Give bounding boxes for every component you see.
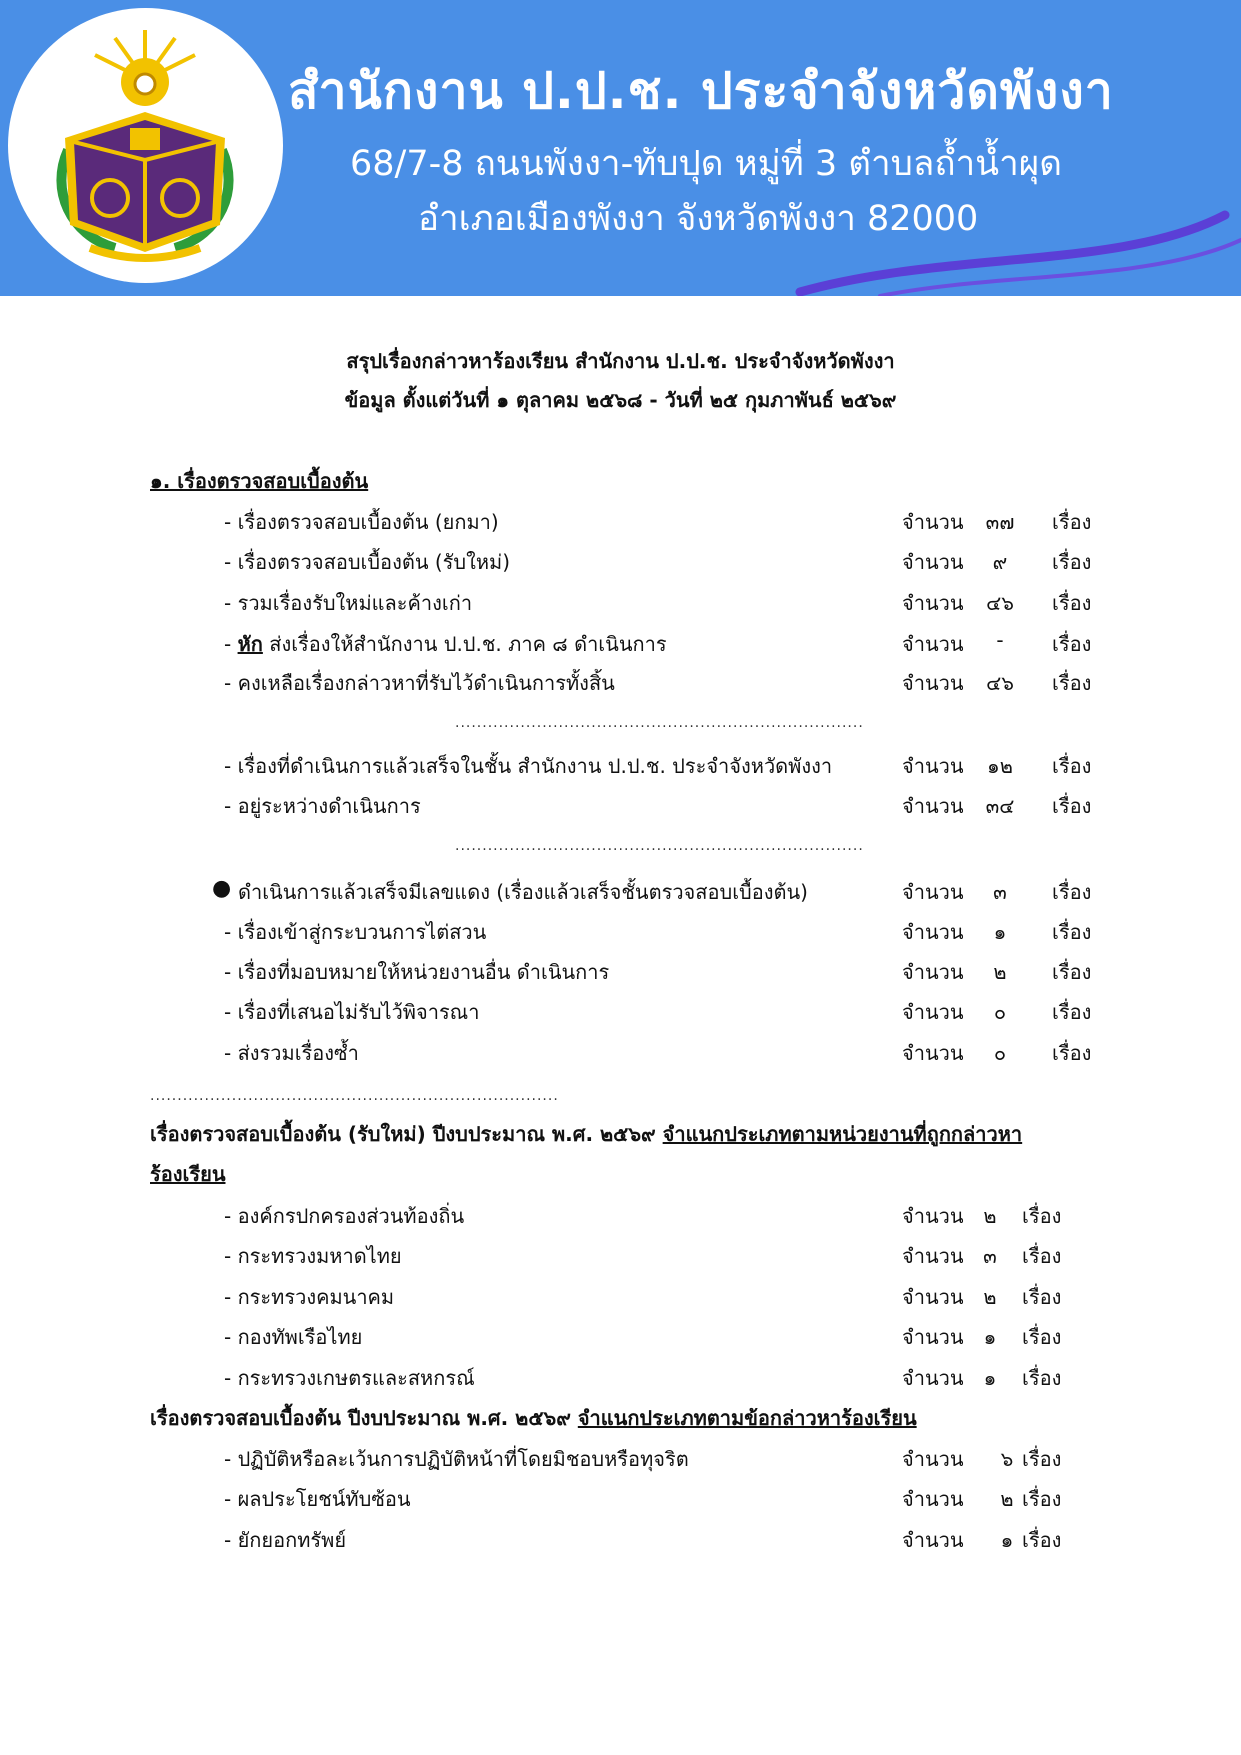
item-count: ๒	[983, 1285, 997, 1309]
item-label: - เรื่องเข้าสู่กระบวนการไต่สวน	[224, 920, 487, 944]
item-count: -	[996, 628, 1004, 652]
item-count: ๑	[1000, 1528, 1014, 1552]
section-3-heading-underlined: จำแนกประเภทตามข้อกล่าวหาร้องเรียน	[577, 1406, 917, 1430]
item-count: ๐	[993, 1041, 1007, 1065]
list-item	[224, 1483, 1084, 1513]
item-count: ๔๖	[986, 671, 1014, 695]
amount-label: จำนวน	[902, 1528, 964, 1552]
amount-label: จำนวน	[902, 880, 964, 904]
item-unit: เรื่อง	[1022, 1528, 1062, 1552]
list-item	[224, 1443, 1084, 1473]
item-label: - คงเหลือเรื่องกล่าวหาที่รับไว้ดำเนินการทั้งสิ้น	[224, 671, 615, 695]
item-unit: เรื่อง	[1052, 1000, 1092, 1024]
list-item	[224, 587, 1092, 617]
item-unit: เรื่อง	[1052, 591, 1092, 615]
item-unit: เรื่อง	[1022, 1244, 1062, 1268]
item-unit: เรื่อง	[1052, 510, 1092, 534]
amount-label: จำนวน	[902, 550, 964, 574]
section-3-heading-text: เรื่องตรวจสอบเบื้องต้น ปีงบประมาณ พ.ศ. ๒๕๖๙	[150, 1406, 578, 1430]
item-count: ๔๖	[986, 591, 1014, 615]
amount-label: จำนวน	[902, 591, 964, 615]
item-count: ๓๗	[985, 510, 1015, 534]
item-count: ๑	[993, 920, 1007, 944]
item-label: - ยักยอกทรัพย์	[224, 1528, 347, 1552]
deduct-keyword: หัก	[237, 632, 263, 656]
item-count: ๐	[993, 1000, 1007, 1024]
bullet-icon: ●	[212, 876, 232, 901]
section-2-heading-text: เรื่องตรวจสอบเบื้องต้น (รับใหม่) ปีงบประมาณ พ.ศ. ๒๕๖๙	[150, 1122, 663, 1146]
item-unit: เรื่อง	[1052, 671, 1092, 695]
dotted-separator: ...........................................................................	[150, 1088, 559, 1104]
item-label: - เรื่องตรวจสอบเบื้องต้น (ยกมา)	[224, 510, 499, 534]
amount-label: จำนวน	[902, 671, 964, 695]
item-unit: เรื่อง	[1052, 920, 1092, 944]
list-item	[224, 1362, 1084, 1392]
amount-label: จำนวน	[902, 920, 964, 944]
list-item	[224, 750, 1092, 780]
list-item	[224, 1200, 1084, 1230]
item-count: ๓	[993, 880, 1007, 904]
item-unit: เรื่อง	[1022, 1366, 1062, 1390]
item-unit: เรื่อง	[1052, 632, 1092, 656]
item-count: ๒	[993, 960, 1007, 984]
section-2-heading	[150, 1118, 1022, 1150]
item-label: - ปฏิบัติหรือละเว้นการปฏิบัติหน้าที่โดยมิชอบหรือทุจริต	[224, 1447, 689, 1471]
item-label: - รวมเรื่องรับใหม่และค้างเก่า	[224, 591, 473, 615]
header-banner	[0, 0, 1241, 296]
item-label: - กระทรวงเกษตรและสหกรณ์	[224, 1366, 475, 1390]
list-item	[224, 506, 1092, 536]
item-label: - เรื่องที่เสนอไม่รับไว้พิจารณา	[224, 1000, 480, 1024]
list-item	[224, 1321, 1084, 1351]
item-count: ๒	[983, 1204, 997, 1228]
item-label-text: ส่งเรื่องให้สำนักงาน ป.ป.ช. ภาค ๘ ดำเนินการ	[262, 632, 667, 656]
amount-label: จำนวน	[902, 1366, 964, 1390]
section-3-heading	[150, 1402, 917, 1434]
list-item	[224, 546, 1092, 576]
item-unit: เรื่อง	[1052, 550, 1092, 574]
document-subtitle: ข้อมูล ตั้งแต่วันที่ ๑ ตุลาคม ๒๕๖๘ - วันที่ ๒๕ กุมภาพันธ์ ๒๕๖๙	[344, 388, 897, 412]
item-unit: เรื่อง	[1022, 1447, 1062, 1471]
address-line-2: อำเภอเมืองพังงา จังหวัดพังงา 82000	[418, 199, 979, 239]
document-title: สรุปเรื่องกล่าวหาร้องเรียน สำนักงาน ป.ป.ช. ประจำจังหวัดพังงา	[346, 349, 895, 373]
amount-label: จำนวน	[902, 510, 964, 534]
item-unit: เรื่อง	[1022, 1325, 1062, 1349]
list-item	[224, 996, 1092, 1026]
amount-label: จำนวน	[902, 794, 964, 818]
item-label: - กระทรวงคมนาคม	[224, 1285, 395, 1309]
item-unit: เรื่อง	[1022, 1285, 1062, 1309]
list-item	[224, 956, 1092, 986]
item-count: ๖	[1000, 1447, 1014, 1471]
item-label: - กองทัพเรือไทย	[224, 1325, 363, 1349]
amount-label: จำนวน	[902, 1285, 964, 1309]
item-unit: เรื่อง	[1052, 1041, 1092, 1065]
section-2-heading-cont: ร้องเรียน	[150, 1162, 226, 1186]
list-item	[224, 790, 1092, 820]
nacc-emblem-icon	[20, 20, 270, 270]
dotted-separator: ...........................................................................	[455, 838, 864, 854]
item-unit: เรื่อง	[1052, 794, 1092, 818]
amount-label: จำนวน	[902, 1447, 964, 1471]
amount-label: จำนวน	[902, 1487, 964, 1511]
list-item	[224, 667, 1092, 697]
item-label: ดำเนินการแล้วเสร็จมีเลขแดง (เรื่องแล้วเสร็จชั้นตรวจสอบเบื้องต้น)	[238, 880, 808, 904]
item-label: - ส่งรวมเรื่องซ้ำ	[224, 1041, 359, 1065]
amount-label: จำนวน	[902, 1204, 964, 1228]
item-unit: เรื่อง	[1022, 1204, 1062, 1228]
amount-label: จำนวน	[902, 1041, 964, 1065]
item-unit: เรื่อง	[1022, 1487, 1062, 1511]
section-1-heading: ๑. เรื่องตรวจสอบเบื้องต้น	[150, 469, 369, 493]
item-label	[224, 628, 667, 660]
item-label: - องค์กรปกครองส่วนท้องถิ่น	[224, 1204, 465, 1228]
list-item	[224, 1524, 1084, 1554]
amount-label: จำนวน	[902, 754, 964, 778]
item-count: ๓๔	[985, 794, 1015, 818]
item-count: ๑	[983, 1325, 997, 1349]
list-item	[224, 1240, 1084, 1270]
item-count: ๓	[983, 1244, 997, 1268]
item-label: - เรื่องที่ดำเนินการแล้วเสร็จในชั้น สำนักงาน ป.ป.ช. ประจำจังหวัดพังงา	[224, 754, 833, 778]
item-label: - กระทรวงมหาดไทย	[224, 1244, 402, 1268]
address-line-1: 68/7-8 ถนนพังงา-ทับปุด หมู่ที่ 3 ตำบลถ้ำน้ำผุด	[350, 144, 1062, 184]
amount-label: จำนวน	[902, 1000, 964, 1024]
section-2-heading-underlined: จำแนกประเภทตามหน่วยงานที่ถูกกล่าวหา	[662, 1122, 1023, 1146]
dotted-separator: ...........................................................................	[455, 715, 864, 731]
item-count: ๙	[992, 550, 1008, 574]
list-item	[224, 916, 1092, 946]
bullet-item	[212, 876, 1098, 906]
item-unit: เรื่อง	[1052, 960, 1092, 984]
item-count: ๒	[1000, 1487, 1014, 1511]
item-prefix: -	[224, 632, 238, 656]
item-unit: เรื่อง	[1052, 880, 1092, 904]
item-count: ๑๒	[987, 754, 1013, 778]
item-unit: เรื่อง	[1052, 754, 1092, 778]
item-label: - อยู่ระหว่างดำเนินการ	[224, 794, 421, 818]
amount-label: จำนวน	[902, 960, 964, 984]
org-name: สำนักงาน ป.ป.ช. ประจำจังหวัดพังงา	[288, 62, 1114, 120]
item-label: - เรื่องที่มอบหมายให้หน่วยงานอื่น ดำเนินการ	[224, 960, 610, 984]
amount-label: จำนวน	[902, 1325, 964, 1349]
amount-label: จำนวน	[902, 1244, 964, 1268]
list-item	[224, 1037, 1092, 1067]
item-label: - เรื่องตรวจสอบเบื้องต้น (รับใหม่)	[224, 550, 511, 574]
item-count: ๑	[983, 1366, 997, 1390]
list-item	[224, 1281, 1084, 1311]
item-label: - ผลประโยชน์ทับซ้อน	[224, 1487, 411, 1511]
amount-label: จำนวน	[902, 632, 964, 656]
list-item	[224, 628, 1092, 658]
